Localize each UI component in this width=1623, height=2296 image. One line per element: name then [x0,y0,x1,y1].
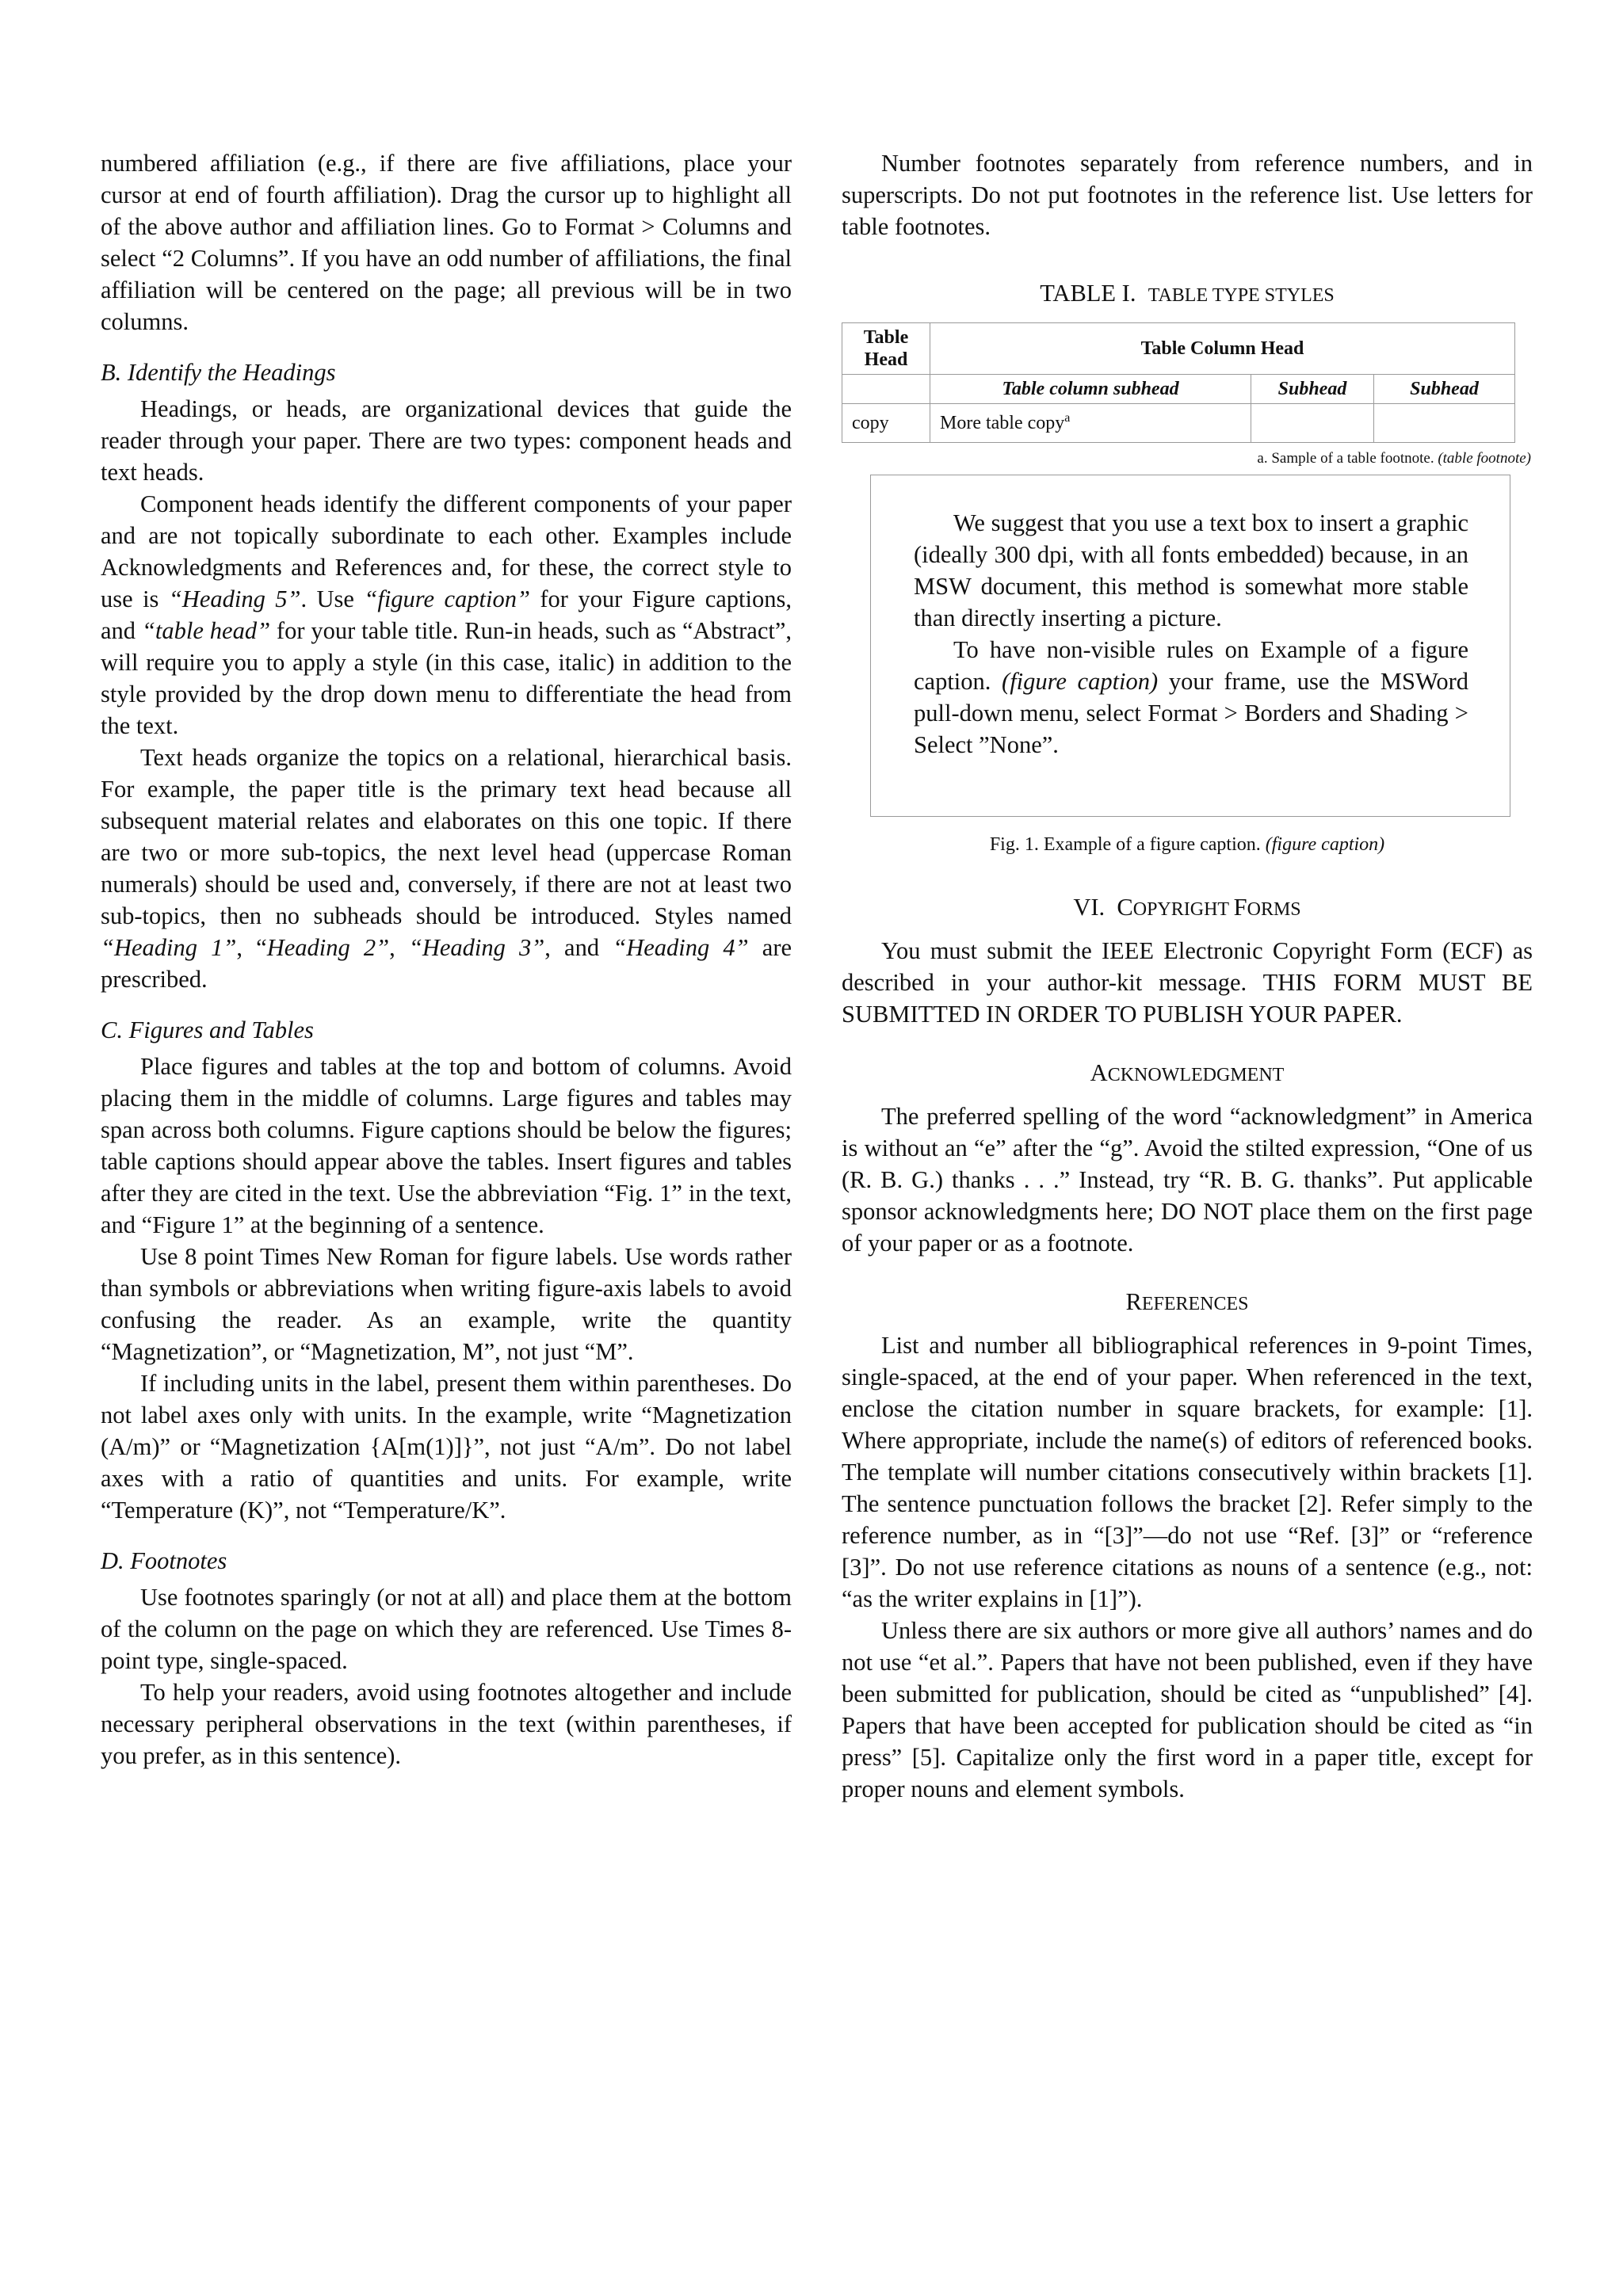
left-column [101,147,792,1772]
figure-caption: Fig. 1. Example of a figure caption. (figure caption) [989,834,1385,855]
table-empty-cell [1374,404,1515,443]
table-row-value: More table copy$^a$ [930,404,1251,443]
section-heading-references: REFERENCES [1125,1288,1249,1315]
table-subhead-3: Subhead [1374,375,1515,404]
paragraph-figures-placement: Place figures and tables at the top and bottom of columns. Avoid placing them in the middle of columns. Large figures and tables may span across both columns. Figure captions should be below the figures; table captions should appear above the tables. Insert figures and tables after they are cited in the text. Use the abbreviation “Fig. 1” in the text, and “Figure 1” at the beginning of a sentence. [101,1053,792,1238]
paragraph-figure-labels: Use 8 point Times New Roman for figure labels. Use words rather than symbols or abbreviations when writing figure-axis labels to avoid confusing the reader. As an example, write the quantity “Magnetization”, or “Magnetization, M”, not just “M”. [101,1243,792,1365]
paragraph-affiliation: numbered affiliation (e.g., if there are five affiliations, place your cursor at end of fourth affiliation). Drag the cursor up to highlight all of the above author and affiliation lines. Go to Format > Columns and select “2 Columns”. If you have an odd number of affiliations, the final affiliation will be centered on the page; all previous will be in two columns. [101,150,792,335]
subheading-identify-headings: B. Identify the Headings [101,359,336,386]
table-head-cell: Table Head [842,323,930,375]
paragraph-acknowledgment: The preferred spelling of the word “acknowledgment” in America is without an “e” after the “g”. Avoid the stilted expression, “One of us (R. B. G.) thanks . . .” Instead, try “R. B. G. thanks”. Put applicable sponsor acknowledgments here; DO NOT place them on the first page of your paper or as a footnote. [842,1103,1533,1257]
paragraph-component-heads: Component heads identify the different components of your paper and are not topically subordinate to each other. Examples include Acknowledgments and References and, for these, the correct style to use is “Heading 5”. Use “figure caption” for your Figure captions, and “table head” for your table title. Run-in heads, such as “Abstract”, will require you to apply a style (in this case, italic) in addition to the style provided by the drop down menu to differentiate the head from the text. [101,490,792,739]
paragraph-references-2: Unless there are six authors or more give all authors’ names and do not use “et al.”. Papers that have not been published, even if they have been submitted for publication, should be cited as “unpublished” [4]. Papers that have been accepted for publication should be cited as “in press” [5]. Capitalize only the first word in a paper title, except for proper nouns and element symbols. [842,1617,1533,1802]
right-column [842,147,1533,1805]
table-subhead-2: Subhead [1251,375,1374,404]
table-title: TABLE I. TABLE TYPE STYLES [1040,280,1335,307]
paragraph-units: If including units in the label, present them within parentheses. Do not label axes only with units. In the example, write “Magnetization (A/m)” or “Magnetization {A[m(1)]}”, not just “A/m”. Do not label axes with a ratio of quantities and units. For example, write “Temperature (K)”, not “Temperature/K”. [101,1370,792,1524]
table-type-styles [842,322,1515,443]
subheading-footnotes: D. Footnotes [101,1547,227,1574]
table-row-label: copy [842,404,930,443]
table-empty-cell [1251,404,1374,443]
paragraph-footnotes-2: To help your readers, avoid using footnotes altogether and include necessary peripheral observations in the text (within parentheses, if you prefer, as in this sentence). [101,1679,792,1769]
paragraph-text-heads: Text heads organize the topics on a relational, hierarchical basis. For example, the paper title is the primary text head because all subsequent material relates and elaborates on this one topic. If there are two or more sub-topics, the next level head (uppercase Roman numerals) should be used and, conversely, if there are not at least two sub-topics, then no subheads should be introduced. Styles named “Heading 1”, “Heading 2”, “Heading 3”, and “Heading 4” are prescribed. [101,744,792,993]
section-heading-acknowledgment: ACKNOWLEDGMENT [1090,1059,1285,1086]
figure-text-box [870,475,1510,817]
subheading-figures-tables: C. Figures and Tables [101,1016,314,1043]
section-heading-copyright: VI. COPYRIGHT FORMS [1073,894,1301,921]
table-column-head: Table Column Head [930,323,1515,375]
paragraph-copyright: You must submit the IEEE Electronic Copyright Form (ECF) as described in your author-kit message. THIS FORM MUST BE SUBMITTED IN ORDER TO PUBLISH YOUR PAPER. [842,937,1533,1028]
figure-box-paragraph-1: We suggest that you use a text box to insert a graphic (ideally 300 dpi, with all fonts embedded) because, in an MSW document, this method is somewhat more stable than directly inserting a picture. [914,509,1468,631]
paragraph-number-footnotes: Number footnotes separately from reference numbers, and in superscripts. Do not put footnotes in the reference list. Use letters for table footnotes. [842,150,1533,240]
table-subhead-1: Table column subhead [930,375,1251,404]
paragraph-references-1: List and number all bibliographical references in 9-point Times, single-spaced, at the end of your paper. When referenced in the text, enclose the citation number in square brackets, for example: [1]. Where appropriate, include the name(s) of editors of referenced books. The template will number citations consecutively within brackets [1]. The sentence punctuation follows the bracket [2]. Refer simply to the reference number, as in “[3]”—do not use “Ref. [3]” or “reference [3]”. Do not use reference citations as nouns of a sentence (e.g., not: “as the writer explains in [1]”). [842,1332,1533,1612]
paragraph-footnotes-1: Use footnotes sparingly (or not at all) and place them at the bottom of the column on the page on which they are referenced. Use Times 8-point type, single-spaced. [101,1584,792,1674]
table-empty-cell [842,375,930,404]
figure-box-paragraph-2: To have non-visible rules on Example of a figure caption. (figure caption) your frame, use the MSWord pull-down menu, select Format > Borders and Shading > Select ”None”. [914,636,1468,758]
paragraph-headings-intro: Headings, or heads, are organizational devices that guide the reader through your paper. There are two types: component heads and text heads. [101,395,792,486]
table-footnote: a. Sample of a table footnote. (table footnote) [1257,450,1531,467]
figure-box-content [914,507,1468,799]
